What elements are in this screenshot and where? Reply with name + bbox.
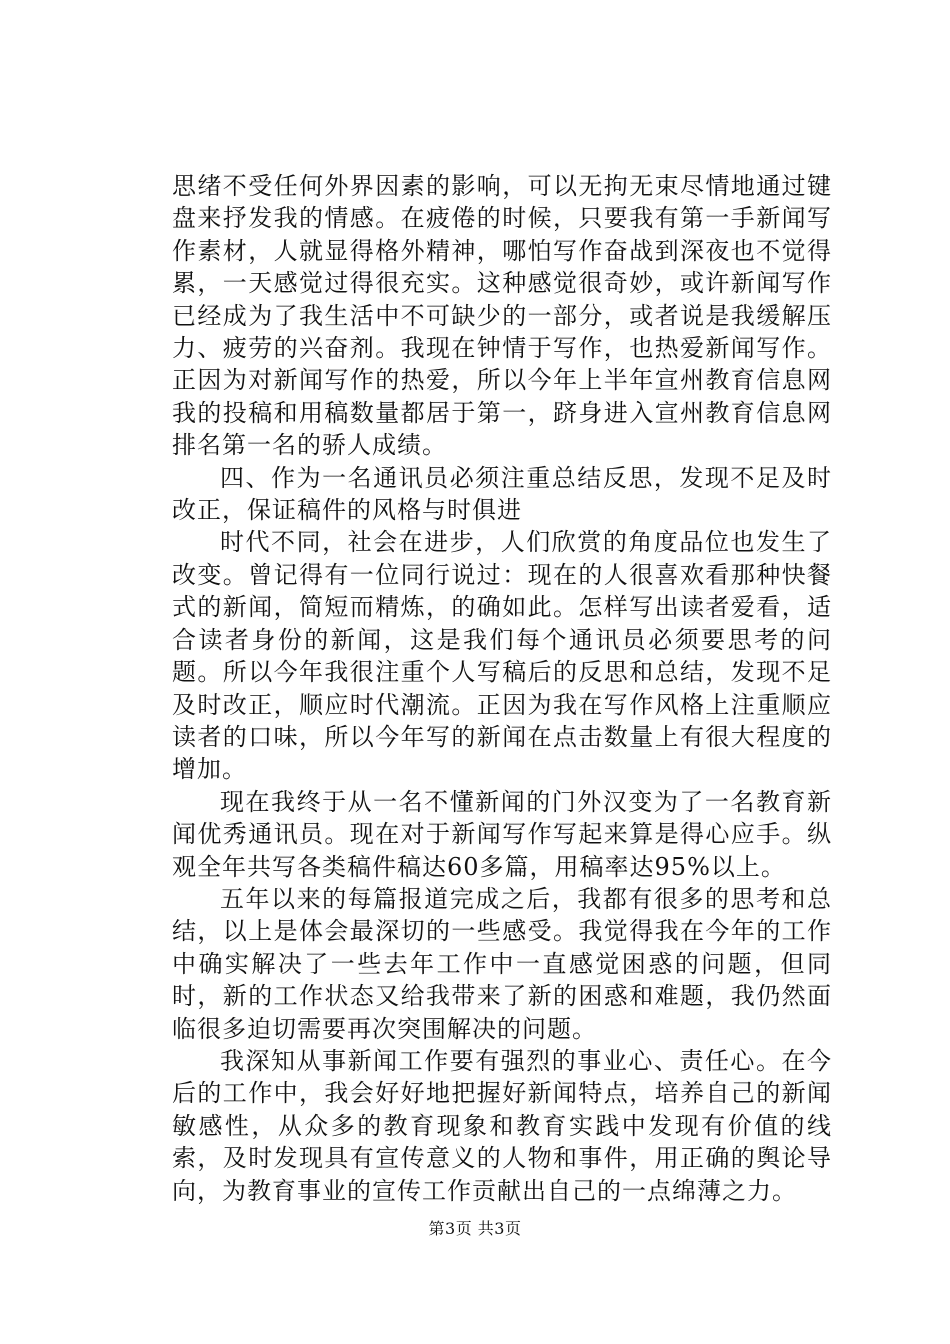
paragraph-5: 五年以来的每篇报道完成之后，我都有很多的思考和总结，以上是体会最深切的一些感受。我觉得我在今年的工作中确实解决了一些去年工作中一直感觉困惑的问题，但同时，新的工作状态又给我带来了新的困惑和难题，我仍然面临很多迫切需要再次突围解决的问题。 <box>172 884 832 1043</box>
document-body <box>172 170 832 1207</box>
paragraph-4: 现在我终于从一名不懂新闻的门外汉变为了一名教育新闻优秀通讯员。现在对于新闻写作写起来算是得心应手。纵观全年共写各类稿件稿达60多篇，用稿率达95%以上。 <box>172 787 832 881</box>
paragraph-1: 思绪不受任何外界因素的影响，可以无拘无束尽情地通过键盘来抒发我的情感。在疲倦的时候，只要我有第一手新闻写作素材，人就显得格外精神，哪怕写作奋战到深夜也不觉得累，一天感觉过得很充实。这种感觉很奇妙，或许新闻写作已经成为了我生活中不可缺少的一部分，或者说是我缓解压力、疲劳的兴奋剂。我现在钟情于写作，也热爱新闻写作。正因为对新闻写作的热爱，所以今年上半年宣州教育信息网我的投稿和用稿数量都居于第一，跻身进入宣州教育信息网排名第一名的骄人成绩。 <box>172 172 832 460</box>
paragraph-3: 时代不同，社会在进步，人们欣赏的角度品位也发生了改变。曾记得有一位同行说过：现在的人很喜欢看那种快餐式的新闻，简短而精炼，的确如此。怎样写出读者爱看，适合读者身份的新闻，这是我们每个通讯员必须要思考的问题。所以今年我很注重个人写稿后的反思和总结，发现不足及时改正，顺应时代潮流。正因为我在写作风格上注重顺应读者的口味，所以今年写的新闻在点击数量上有很大程度的增加。 <box>172 528 832 784</box>
page-number-footer: 第3页 共3页 <box>428 1219 522 1238</box>
section-heading-4: 四、作为一名通讯员必须注重总结反思，发现不足及时改正，保证稿件的风格与时俱进 <box>172 463 832 525</box>
paragraph-6: 我深知从事新闻工作要有强烈的事业心、责任心。在今后的工作中，我会好好地把握好新闻特点，培养自己的新闻敏感性，从众多的教育现象和教育实践中发现有价值的线索，及时发现具有宣传意义的人物和事件，用正确的舆论导向，为教育事业的宣传工作贡献出自己的一点绵薄之力。 <box>172 1046 832 1205</box>
